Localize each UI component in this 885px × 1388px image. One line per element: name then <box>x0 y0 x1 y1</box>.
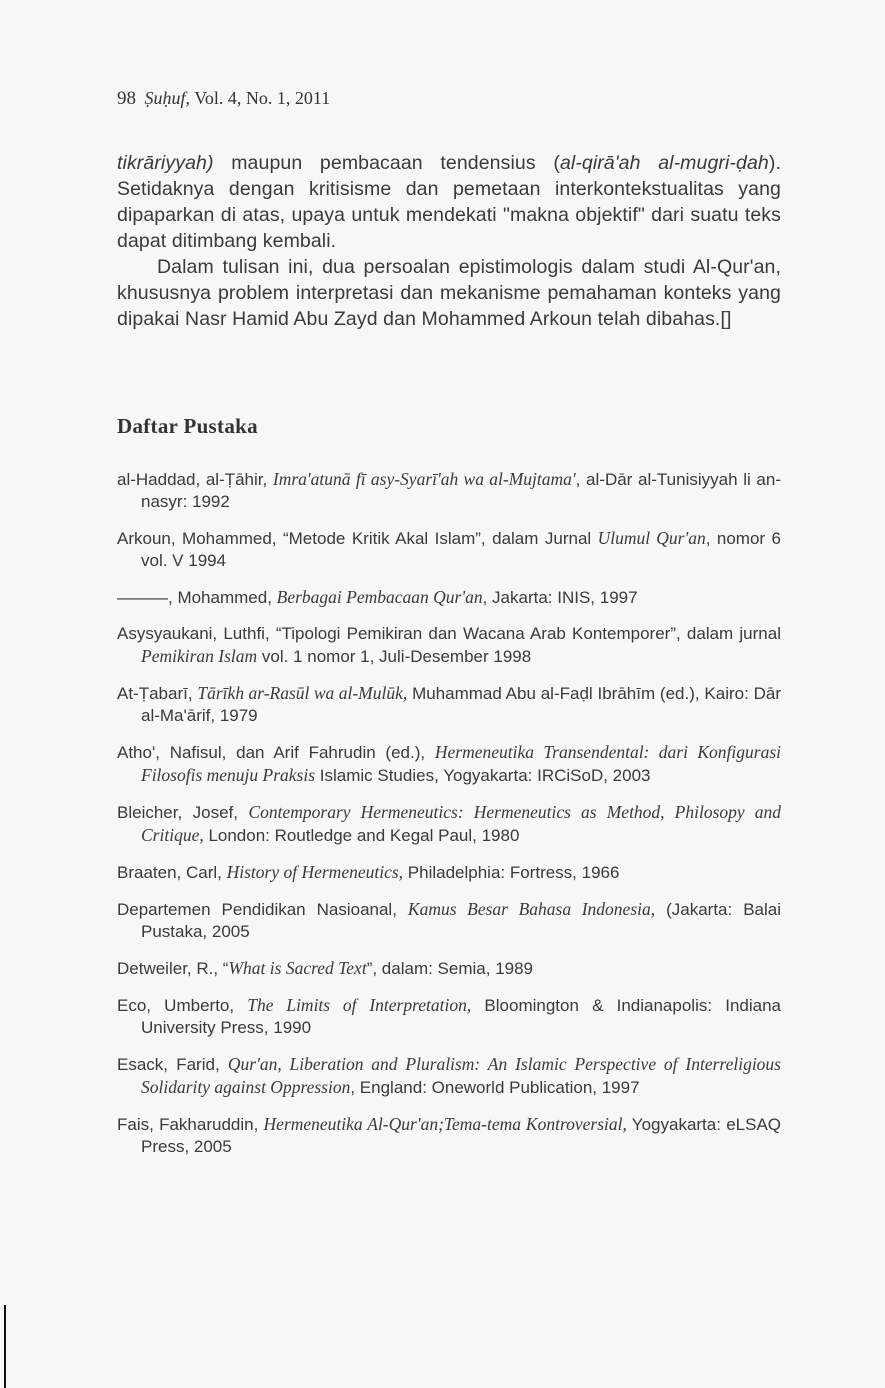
reference-author: Detweiler, R., “ <box>117 959 229 978</box>
term-italic: al-qirā'ah al-mugri-ḍah <box>559 152 769 174</box>
reference-title: What is Sacred Text <box>228 958 367 978</box>
reference-title: Tārīkh ar-Rasūl wa al-Mulūk, <box>197 683 408 703</box>
reference-publication: , nomor 6 vol. V 1994 <box>141 529 781 570</box>
reference-entry <box>117 586 781 609</box>
reference-list <box>117 468 781 1172</box>
reference-author: ———, Mohammed, <box>117 588 277 607</box>
reference-author: Departemen Pendidikan Nasioanal, <box>117 900 408 919</box>
reference-title: Berbagai Pembacaan Qur'an <box>276 587 483 607</box>
reference-publication: ”, dalam: Semia, 1989 <box>366 959 534 978</box>
reference-title: Pemikiran Islam <box>141 646 258 666</box>
reference-entry <box>117 741 781 787</box>
reference-author: Esack, Farid, <box>117 1055 228 1074</box>
reference-entry <box>117 682 781 727</box>
reference-publication: , al-Dār al-Tunisiyyah li an-nasyr: 1992 <box>141 470 781 511</box>
reference-title: Imra'atunā fī asy-Syarī'ah wa al-Mujtama' <box>272 469 576 489</box>
reference-author: Braaten, Carl, <box>117 863 227 882</box>
reference-entry <box>117 1113 781 1158</box>
reference-title: Hermeneutika Al-Qur'an;Tema-tema Kontroversial, <box>263 1114 627 1134</box>
reference-publication: Muhammad Abu al-Faḍl Ibrāhīm (ed.), Kairo: Dār al-Ma'ārif, 1979 <box>141 684 781 725</box>
reference-entry <box>117 527 781 572</box>
reference-title: Kamus Besar Bahasa Indonesia, <box>407 899 656 919</box>
reference-title: Qur'an, Liberation and Pluralism: An Islamic Perspective of Interreligious Solidarity against Oppression <box>141 1054 781 1097</box>
reference-author: Asysyaukani, Luthfi, “Tipologi Pemikiran dan Wacana Arab Kontemporer”, dalam jurnal <box>117 624 781 643</box>
reference-entry <box>117 898 781 943</box>
reference-publication: London: Routledge and Kegal Paul, 1980 <box>203 826 520 845</box>
reference-publication: , Jakarta: INIS, 1997 <box>482 588 638 607</box>
reference-title: Contemporary Hermeneutics: Hermeneutics as Method, Philosopy and Critique, <box>141 802 781 845</box>
term-italic: tikrāriyyah) <box>117 152 214 174</box>
journal-name: Ṣuḥuf, <box>144 88 191 108</box>
text-span: maupun pembacaan tendensius ( <box>213 152 560 174</box>
reference-publication: (Jakarta: Balai Pustaka, 2005 <box>141 900 781 941</box>
reference-author: Fais, Fakharuddin, <box>117 1115 264 1134</box>
reference-entry <box>117 957 781 980</box>
reference-title: The Limits of Interpretation, <box>247 995 472 1015</box>
paragraph-2: Dalam tulisan ini, dua persoalan epistimologis dalam studi Al-Qur'an, khususnya problem interpretasi dan mekanisme pemahaman konteks yang dipakai Nasr Hamid Abu Zayd dan Mohammed Arkoun telah dibahas.[] <box>117 256 781 330</box>
reference-title: Hermeneutika Transendental: dari Konfigurasi Filosofis menuju Praksis <box>141 742 782 785</box>
journal-volume: Vol. 4, No. 1, 2011 <box>194 88 331 108</box>
reference-entry <box>117 861 781 884</box>
reference-author: At-Ṭabarī, <box>117 684 198 703</box>
reference-publication: Islamic Studies, Yogyakarta: IRCiSoD, 2003 <box>315 766 651 785</box>
reference-author: al-Haddad, al-Ṭāhir, <box>117 470 273 489</box>
reference-author: Bleicher, Josef, <box>117 803 249 822</box>
reference-title: Ulumul Qur'an <box>597 528 706 548</box>
reference-publication: vol. 1 nomor 1, Juli-Desember 1998 <box>257 647 532 666</box>
reference-publication: Bloomington & Indianapolis: Indiana University Press, 1990 <box>141 996 782 1037</box>
paragraph-1 <box>117 150 781 254</box>
reference-publication: Philadelphia: Fortress, 1966 <box>403 863 620 882</box>
reference-entry <box>117 468 781 513</box>
running-header <box>117 88 330 110</box>
reference-entry <box>117 994 781 1039</box>
reference-entry <box>117 623 781 668</box>
reference-entry <box>117 1053 781 1099</box>
reference-publication: Yogyakarta: eLSAQ Press, 2005 <box>141 1115 782 1156</box>
text-span: ). Setidaknya dengan kritisisme dan pemetaan interkontekstualitas yang dipaparkan di atas, upaya untuk mendekati "makna objektif" dari suatu teks dapat ditimbang kembali. <box>117 152 781 252</box>
section-title: Daftar Pustaka <box>117 414 258 438</box>
reference-author: Atho', Nafisul, dan Arif Fahrudin (ed.), <box>117 743 435 762</box>
reference-entry <box>117 801 781 847</box>
body-text <box>117 150 781 332</box>
reference-publication: , England: Oneworld Publication, 1997 <box>350 1078 640 1097</box>
scan-margin-line <box>4 1305 6 1388</box>
reference-title: History of Hermeneutics, <box>226 862 404 882</box>
reference-author: Eco, Umberto, <box>117 996 248 1015</box>
page-number: 98 <box>117 88 136 109</box>
reference-author: Arkoun, Mohammed, “Metode Kritik Akal Islam”, dalam Jurnal <box>117 529 598 548</box>
